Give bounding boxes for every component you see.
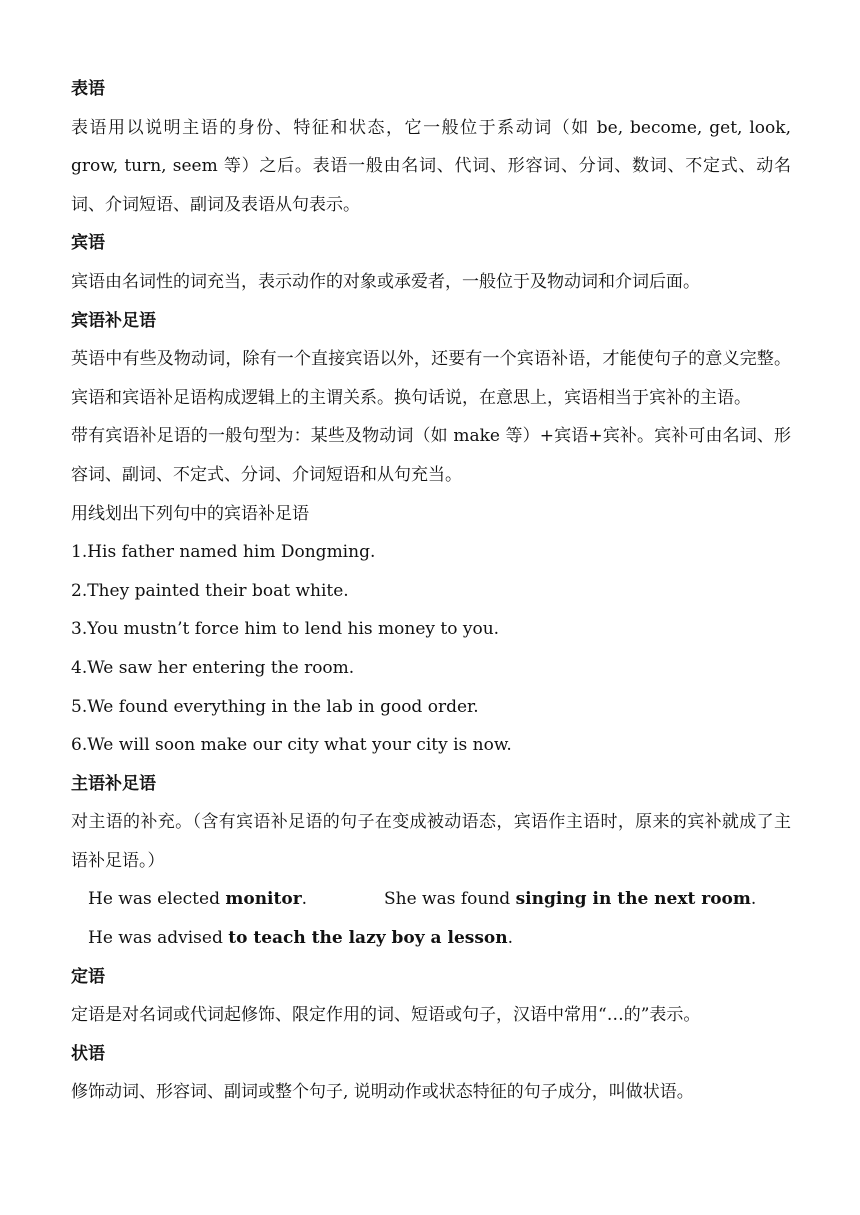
exercise-sentence-3: 3.You mustn’t force him to lend his money to you. xyxy=(71,619,500,640)
heading-attributive: 定语 xyxy=(71,966,105,987)
heading-predicative: 表语 xyxy=(71,79,105,99)
paragraph-object-complement-2: 带有宾语补足语的一般句型为：某些及物动词（如 make 等）+宾语+宾补。宾补可由名词、形容词、副词、不定式、分词、介词短语和从句充当。 xyxy=(71,426,791,485)
exercise-sentence-2: 2.They painted their boat white. xyxy=(71,580,349,601)
example-3: He was advised to teach the lazy boy a lesson. xyxy=(88,928,514,949)
document-page xyxy=(71,70,791,1112)
heading-object-complement: 宾语补足语 xyxy=(71,310,156,331)
example-line-1 xyxy=(71,880,791,919)
example-2-complement: singing in the next room xyxy=(515,889,751,910)
heading-object: 宾语 xyxy=(71,233,105,254)
example-line-2 xyxy=(71,919,791,958)
exercise-sentence-4: 4.We saw her entering the room. xyxy=(71,657,355,678)
example-3-complement: to teach the lazy boy a lesson xyxy=(228,928,508,949)
paragraph-predicative: 表语用以说明主语的身份、特征和状态，它一般位于系动词（如 be, become, get, look, grow, turn, seem 等）之后。表语一般由名词、代词、形容词、分词、数词、不定式、动名词、介词短语、副词及表语从句表示。 xyxy=(71,117,791,215)
exercise-prompt: 用线划出下列句中的宾语补足语 xyxy=(71,503,309,524)
heading-adverbial: 状语 xyxy=(71,1043,105,1064)
exercise-sentence-5: 5.We found everything in the lab in good order. xyxy=(71,696,479,717)
paragraph-adverbial: 修饰动词、形容词、副词或整个句子, 说明动作或状态特征的句子成分，叫做状语。 xyxy=(71,1082,694,1103)
exercise-sentence-1: 1.His father named him Dongming. xyxy=(71,542,376,563)
paragraph-subject-complement: 对主语的补充。（含有宾语补足语的句子在变成被动语态，宾语作主语时，原来的宾补就成了主语补足语。） xyxy=(71,812,791,871)
example-2: She was found singing in the next room. xyxy=(384,889,757,910)
exercise-sentence-6: 6.We will soon make our city what your city is now. xyxy=(71,735,512,756)
heading-subject-complement: 主语补足语 xyxy=(71,773,156,794)
paragraph-object-complement-1: 英语中有些及物动词，除有一个直接宾语以外，还要有一个宾语补语，才能使句子的意义完整。宾语和宾语补足语构成逻辑上的主谓关系。换句话说，在意思上，宾语相当于宾补的主语。 xyxy=(71,349,791,408)
paragraph-attributive: 定语是对名词或代词起修饰、限定作用的词、短语或句子，汉语中常用“…的”表示。 xyxy=(71,1005,701,1026)
example-1-complement: monitor xyxy=(225,889,302,910)
paragraph-object: 宾语由名词性的词充当，表示动作的对象或承爱者，一般位于及物动词和介词后面。 xyxy=(71,271,700,292)
example-1: He was elected monitor. xyxy=(88,889,308,910)
